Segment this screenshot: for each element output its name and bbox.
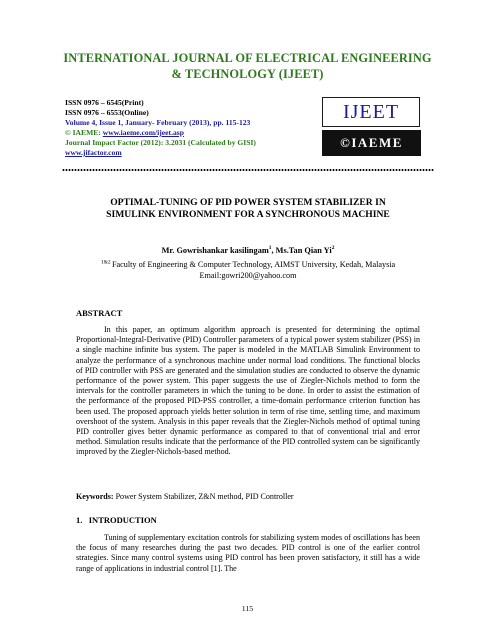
affiliation-sup: 1&2 [100, 259, 112, 266]
author-2-sup: 2 [331, 245, 335, 252]
affiliation [62, 260, 434, 281]
keywords [76, 492, 420, 502]
iaeme-line [65, 128, 325, 138]
affiliation-text: Faculty of Engineering & Computer Technology, AIMST University, Kedah, Malaysia [111, 260, 396, 269]
volume-info: Volume 4, Issue 1, January- February (2013), pp. 115-123 [65, 118, 251, 127]
iaeme-link[interactable]: www.iaeme.com/ijeet.asp [102, 128, 184, 137]
introduction-heading: 1. INTRODUCTION [76, 515, 157, 525]
jifactor-link[interactable]: www.jifactor.com [65, 148, 122, 157]
abstract-text: In this paper, an optimum algorithm approach is presented for determining the optimal Proportional-Integral-Derivative (PID) Controller parameters of a typical power system stabilizer (PSS) in a single machine infinite bus system. The paper is modeled in the MATLAB Simulink Environment to analyze the performance of a synchronous machine under normal load conditions. The functional blocks of PID controller with PSS are generated and the simulation studies are conducted to observe the dynamic performance of the power system. This paper suggests the use of Ziegler-Nichols method to form the intervals for the controller parameters in which the tuning to be done. In order to assist the estimation of the performance of the proposed PID-PSS controller, a time-domain performance criterion function has been used. The proposed approach yields better solution in term of rise time, settling time, and maximum overshoot of the system. Analysis in this paper reveals that the Ziegler-Nichols method of optimal tuning PID controller gives better dynamic performance as compared to that of conventional trial and error method. Simulation results indicate that the performance of the PID controlled system can be significantly improved by the Ziegler-Nichols-based method. [76, 325, 420, 457]
journal-title-line2: & TECHNOLOGY (IJEET) [171, 67, 324, 81]
page-number: 115 [241, 604, 254, 613]
logo-iaeme-text: ©IAEME [322, 130, 421, 156]
ijeet-logo [322, 97, 422, 157]
logo-ijeet-text: IJEET [322, 97, 420, 127]
journal-title [40, 50, 455, 82]
author-email: Email:gowri200@yahoo.com [199, 270, 297, 280]
author-separator: , [271, 246, 276, 255]
author-1: Mr. Gowrishankar kasilingam [161, 246, 269, 255]
authors [62, 245, 434, 256]
paper-title [62, 197, 434, 221]
introduction-text: Tuning of supplementary excitation controls for stabilizing system modes of oscillations has been the focus of many researches during the past two decades. PID control is one of the earlier control strategies. Since many control systems using PID control has been proven satisfactory, it still has a wide range of applications in industrial control [1]. The [76, 533, 420, 573]
keywords-label: Keywords: [76, 492, 114, 501]
author-1-sup: 1 [268, 245, 272, 252]
paper-title-line1: OPTIMAL-TUNING OF PID POWER SYSTEM STABILIZER IN [110, 197, 386, 208]
dotted-divider [62, 168, 434, 172]
issn-print: ISSN 0976 – 6545(Print) [65, 98, 144, 107]
keywords-text: Power System Stabilizer, Z&N method, PID Controller [113, 492, 294, 501]
paper-title-line2: SIMULINK ENVIRONMENT FOR A SYNCHRONOUS MACHINE [106, 209, 390, 220]
issn-online: ISSN 0976 – 6553(Online) [65, 108, 149, 117]
abstract-heading: ABSTRACT [76, 308, 123, 318]
impact-factor: Journal Impact Factor (2012): 3.2031 (Calculated by GISI) [65, 138, 256, 147]
author-2: Ms.Tan Qian Yi [275, 246, 332, 255]
iaeme-prefix: © IAEME: [65, 128, 103, 137]
journal-title-line1: INTERNATIONAL JOURNAL OF ELECTRICAL ENGINEERING [63, 51, 432, 65]
journal-meta [65, 98, 325, 158]
